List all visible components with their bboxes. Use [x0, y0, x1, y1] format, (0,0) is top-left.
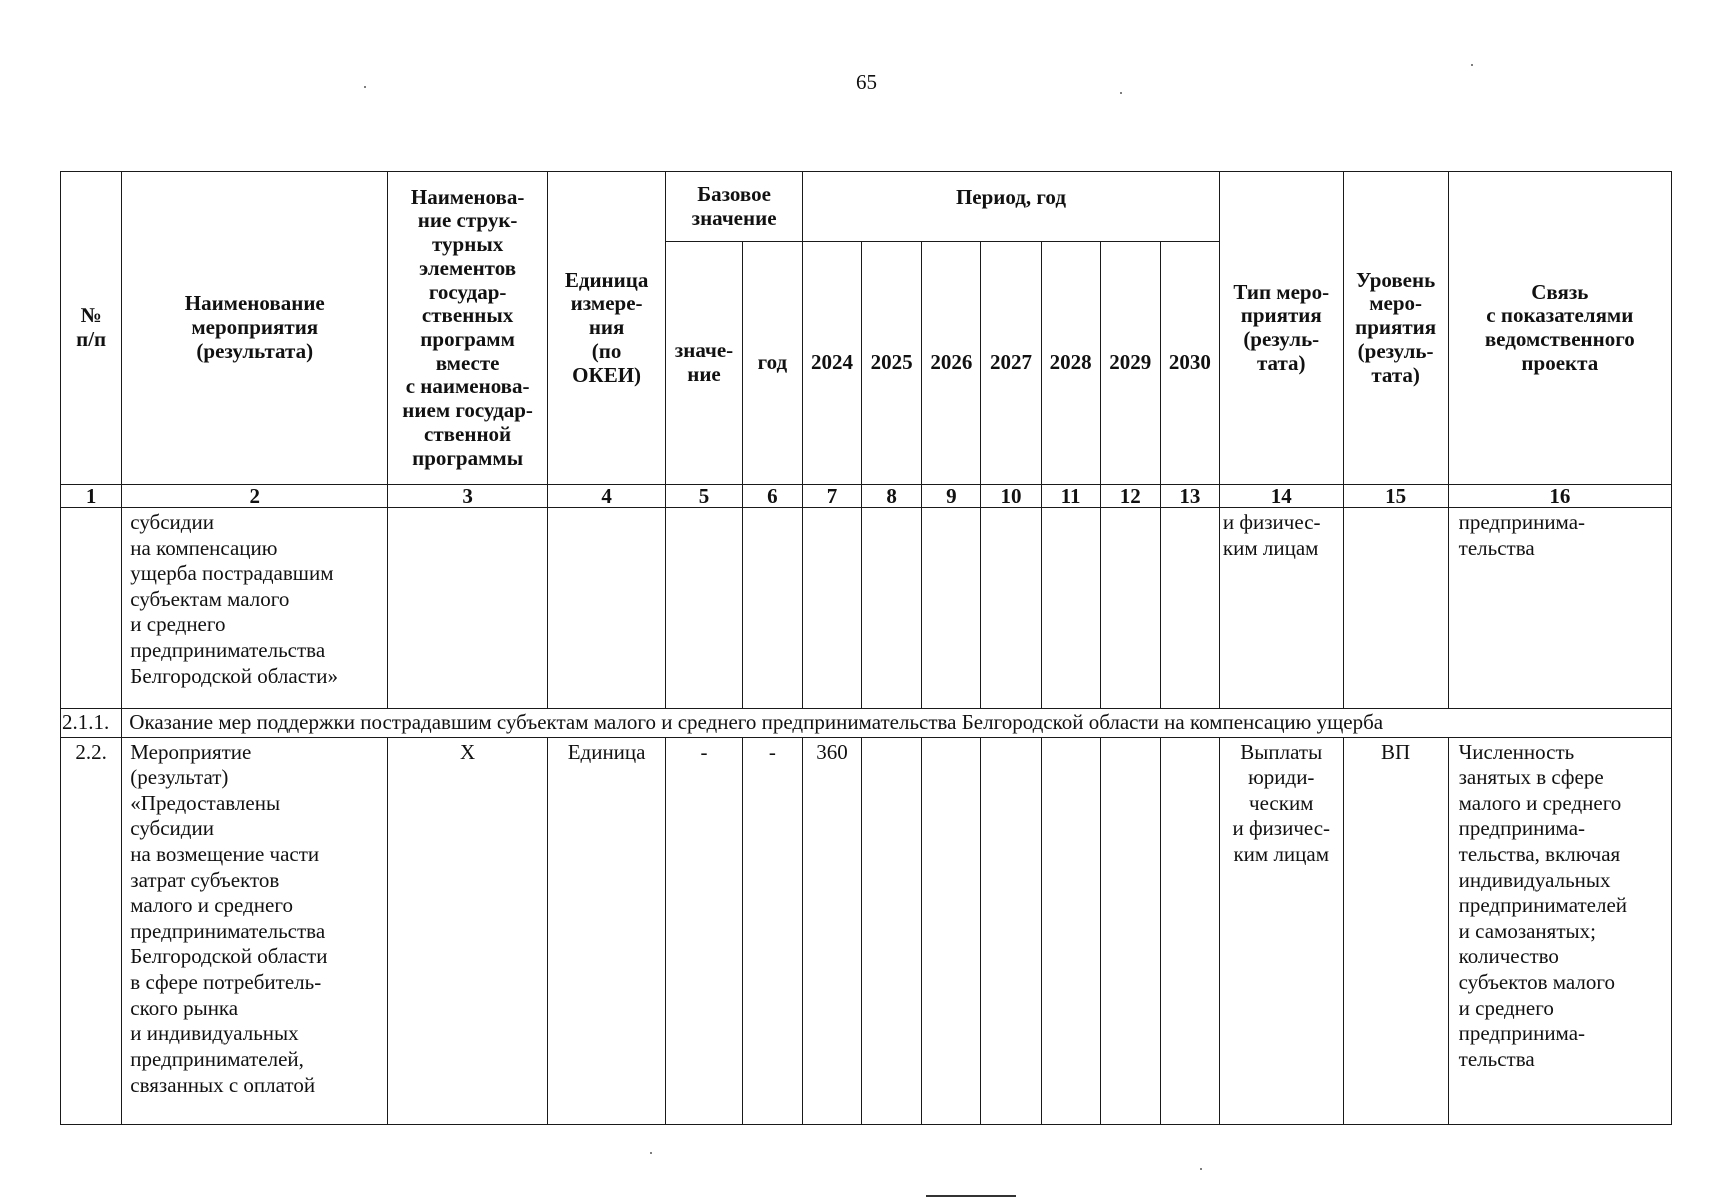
- header-period-group: Период, год: [802, 172, 1219, 242]
- empty-cell: [1041, 737, 1100, 1124]
- empty-cell: [862, 737, 922, 1124]
- base-year-cell: -: [742, 737, 802, 1124]
- measure-type-cell: Выплаты юриди- ческим и физичес- ким лицам: [1219, 737, 1343, 1124]
- column-number: 9: [922, 485, 981, 508]
- table-row: [61, 508, 1672, 709]
- table-row: [61, 709, 1672, 738]
- column-number: 12: [1100, 485, 1160, 508]
- column-number: 5: [666, 485, 743, 508]
- header-year: 2025: [862, 242, 922, 485]
- empty-cell: [922, 508, 981, 709]
- measures-table: [60, 171, 1672, 1125]
- header-measure-name: Наименование мероприятия (результата): [122, 172, 388, 485]
- measure-name-cell: субсидии на компенсацию ущерба пострадавшим субъектам малого и среднего предпринимательства Белгородской области»: [122, 508, 388, 709]
- empty-cell: [1343, 508, 1448, 709]
- header-row-top: [61, 172, 1672, 242]
- unit-cell: Единица: [548, 737, 666, 1124]
- column-number: 3: [388, 485, 548, 508]
- column-number: 4: [548, 485, 666, 508]
- scan-edge-line: [926, 1195, 1016, 1197]
- empty-cell: [1100, 508, 1160, 709]
- column-number: 7: [802, 485, 861, 508]
- column-number: 10: [981, 485, 1041, 508]
- empty-cell: [981, 737, 1041, 1124]
- column-number: 1: [61, 485, 122, 508]
- header-unit: Единица измере- ния (по ОКЕИ): [548, 172, 666, 485]
- empty-cell: [1160, 508, 1219, 709]
- header-year: 2029: [1100, 242, 1160, 485]
- value-2024-cell: 360: [802, 737, 861, 1124]
- column-number: 11: [1041, 485, 1100, 508]
- header-year: 2030: [1160, 242, 1219, 485]
- empty-cell: [388, 508, 548, 709]
- task-description-cell: Оказание мер поддержки пострадавшим субъектам малого и среднего предпринимательства Белгородской области на компенсацию ущерба: [122, 709, 1672, 738]
- empty-cell: [922, 737, 981, 1124]
- empty-cell: [862, 508, 922, 709]
- scan-speck: [1200, 1168, 1202, 1170]
- empty-cell: [742, 508, 802, 709]
- header-measure-level: Уровень меро- приятия (резуль- тата): [1343, 172, 1448, 485]
- measure-level-cell: ВП: [1343, 737, 1448, 1124]
- page-number: 65: [856, 70, 877, 94]
- header-year: 2026: [922, 242, 981, 485]
- header-number: № п/п: [61, 172, 122, 485]
- column-number: 2: [122, 485, 388, 508]
- column-number: 13: [1160, 485, 1219, 508]
- column-number: 14: [1219, 485, 1343, 508]
- header-base-year: год: [742, 242, 802, 485]
- header-year: 2024: [802, 242, 861, 485]
- scan-speck: [650, 1152, 652, 1154]
- row-number-cell: 2.1.1.: [61, 709, 122, 738]
- header-indicator-link: Связь с показателями ведомственного проекта: [1448, 172, 1671, 485]
- empty-cell: [1100, 737, 1160, 1124]
- scan-speck: [364, 86, 366, 88]
- header-base-value: значе- ние: [666, 242, 743, 485]
- row-number-cell: [61, 508, 122, 709]
- column-number-row: [61, 485, 1672, 508]
- indicator-link-cell: Численность занятых в сфере малого и среднего предпринима- тельства, включая индивидуальных предпринимателей и самозанятых; количество субъектов малого и среднего предпринима- тельства: [1448, 737, 1671, 1124]
- measure-name-cell: Мероприятие (результат) «Предоставлены субсидии на возмещение части затрат субъектов малого и среднего предпринимательства Белгородской области в сфере потребитель- ского рынка и индивидуальных предпринимателей, связанных с оплатой: [122, 737, 388, 1124]
- scan-speck: [1120, 92, 1122, 94]
- column-number: 15: [1343, 485, 1448, 508]
- empty-cell: [1041, 508, 1100, 709]
- header-measure-type: Тип меро- приятия (резуль- тата): [1219, 172, 1343, 485]
- table-row: [61, 737, 1672, 1124]
- header-year: 2027: [981, 242, 1041, 485]
- empty-cell: [1160, 737, 1219, 1124]
- header-structural-elements: Наименова- ние струк- турных элементов государ- ственных программ вместе с наименова- нием государ- ственной программы: [388, 172, 548, 485]
- scan-speck: [1471, 64, 1473, 66]
- indicator-link-cell: предпринима- тельства: [1448, 508, 1671, 709]
- column-number: 8: [862, 485, 922, 508]
- empty-cell: [802, 508, 861, 709]
- column-number: 16: [1448, 485, 1671, 508]
- measure-type-cell: и физичес- ким лицам: [1219, 508, 1343, 709]
- structural-element-cell: Х: [388, 737, 548, 1124]
- header-base-group: Базовое значение: [666, 172, 803, 242]
- empty-cell: [548, 508, 666, 709]
- column-number: 6: [742, 485, 802, 508]
- empty-cell: [981, 508, 1041, 709]
- base-value-cell: -: [666, 737, 743, 1124]
- header-year: 2028: [1041, 242, 1100, 485]
- empty-cell: [666, 508, 743, 709]
- row-number-cell: 2.2.: [61, 737, 122, 1124]
